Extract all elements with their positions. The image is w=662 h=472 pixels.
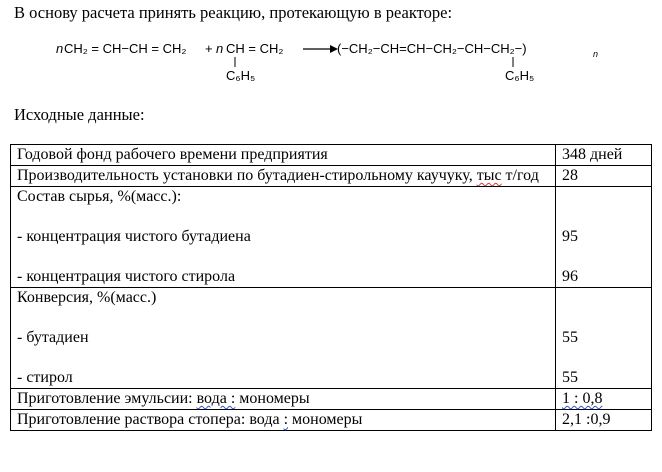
table-row xyxy=(11,410,652,431)
param-label-text: т/год xyxy=(501,167,539,184)
reaction-butadiene: CH₂ = CH−CH = CH₂ xyxy=(64,41,187,56)
param-item: - стирол xyxy=(17,369,73,386)
table-row xyxy=(11,288,652,389)
param-group-title: Конверсия, %(масс.) xyxy=(17,289,157,306)
param-value-text: 96 xyxy=(562,268,578,285)
param-value-text: 55 xyxy=(562,329,578,346)
param-value-text: 2,1 :0,9 xyxy=(562,411,611,428)
param-value xyxy=(556,389,652,410)
param-value xyxy=(556,288,652,389)
reaction-coefficient-n2: n xyxy=(216,41,224,56)
styrene-phenyl: C₆H₅ xyxy=(226,68,256,83)
param-label xyxy=(11,410,556,431)
param-value xyxy=(556,410,652,431)
product-subscript-n: n xyxy=(593,49,599,59)
param-value-text: 28 xyxy=(562,167,578,184)
spellcheck-word[interactable]: тыс xyxy=(476,167,502,184)
param-label-text: мономеры xyxy=(288,411,363,428)
grammar-check-word[interactable]: вода : xyxy=(196,390,236,407)
product-phenyl: C₆H₅ xyxy=(505,68,535,83)
table-row xyxy=(11,187,652,288)
param-label xyxy=(11,288,556,389)
reaction-plus: + xyxy=(205,41,213,56)
param-label-text: мономеры xyxy=(235,390,310,407)
grammar-check-value[interactable]: 1 : 0,8 xyxy=(562,390,603,407)
param-value xyxy=(556,187,652,288)
param-value-text: 348 дней xyxy=(562,146,623,163)
table-row xyxy=(11,166,652,187)
param-label-text: Годовой фонд рабочего времени предприятия xyxy=(17,146,328,163)
table-row xyxy=(11,145,652,166)
param-item: - концентрация чистого стирола xyxy=(17,268,236,285)
param-label-text: Приготовление эмульсии: xyxy=(17,390,197,407)
param-value-text: 55 xyxy=(562,369,578,386)
reaction-equation xyxy=(0,0,662,100)
param-value xyxy=(556,166,652,187)
reaction-coefficient-n1: n xyxy=(56,41,64,56)
intro-text: В основу расчета принять реакцию, протекающую в реакторе: xyxy=(14,3,453,22)
source-data-table xyxy=(10,144,652,431)
table-row xyxy=(11,389,652,410)
param-value xyxy=(556,145,652,166)
param-group-title: Состав сырья, %(масс.): xyxy=(17,188,182,205)
reaction-styrene: CH = CH₂ xyxy=(226,41,284,56)
param-label xyxy=(11,166,556,187)
param-label xyxy=(11,389,556,410)
param-value-text: 95 xyxy=(562,228,578,245)
param-label xyxy=(11,187,556,288)
param-label-text: Приготовление раствора стопера: вода xyxy=(17,411,284,428)
reaction-product: (−CH₂−CH=CH−CH₂−CH−CH₂−) xyxy=(337,41,527,56)
grammar-check-word[interactable]: : xyxy=(283,411,289,428)
param-item: - концентрация чистого бутадиена xyxy=(17,228,251,245)
param-item: - бутадиен xyxy=(17,329,89,346)
source-data-heading: Исходные данные: xyxy=(14,105,145,124)
param-label-text: Производительность установки по бутадиен-стирольному каучуку, xyxy=(17,167,477,184)
param-label xyxy=(11,145,556,166)
